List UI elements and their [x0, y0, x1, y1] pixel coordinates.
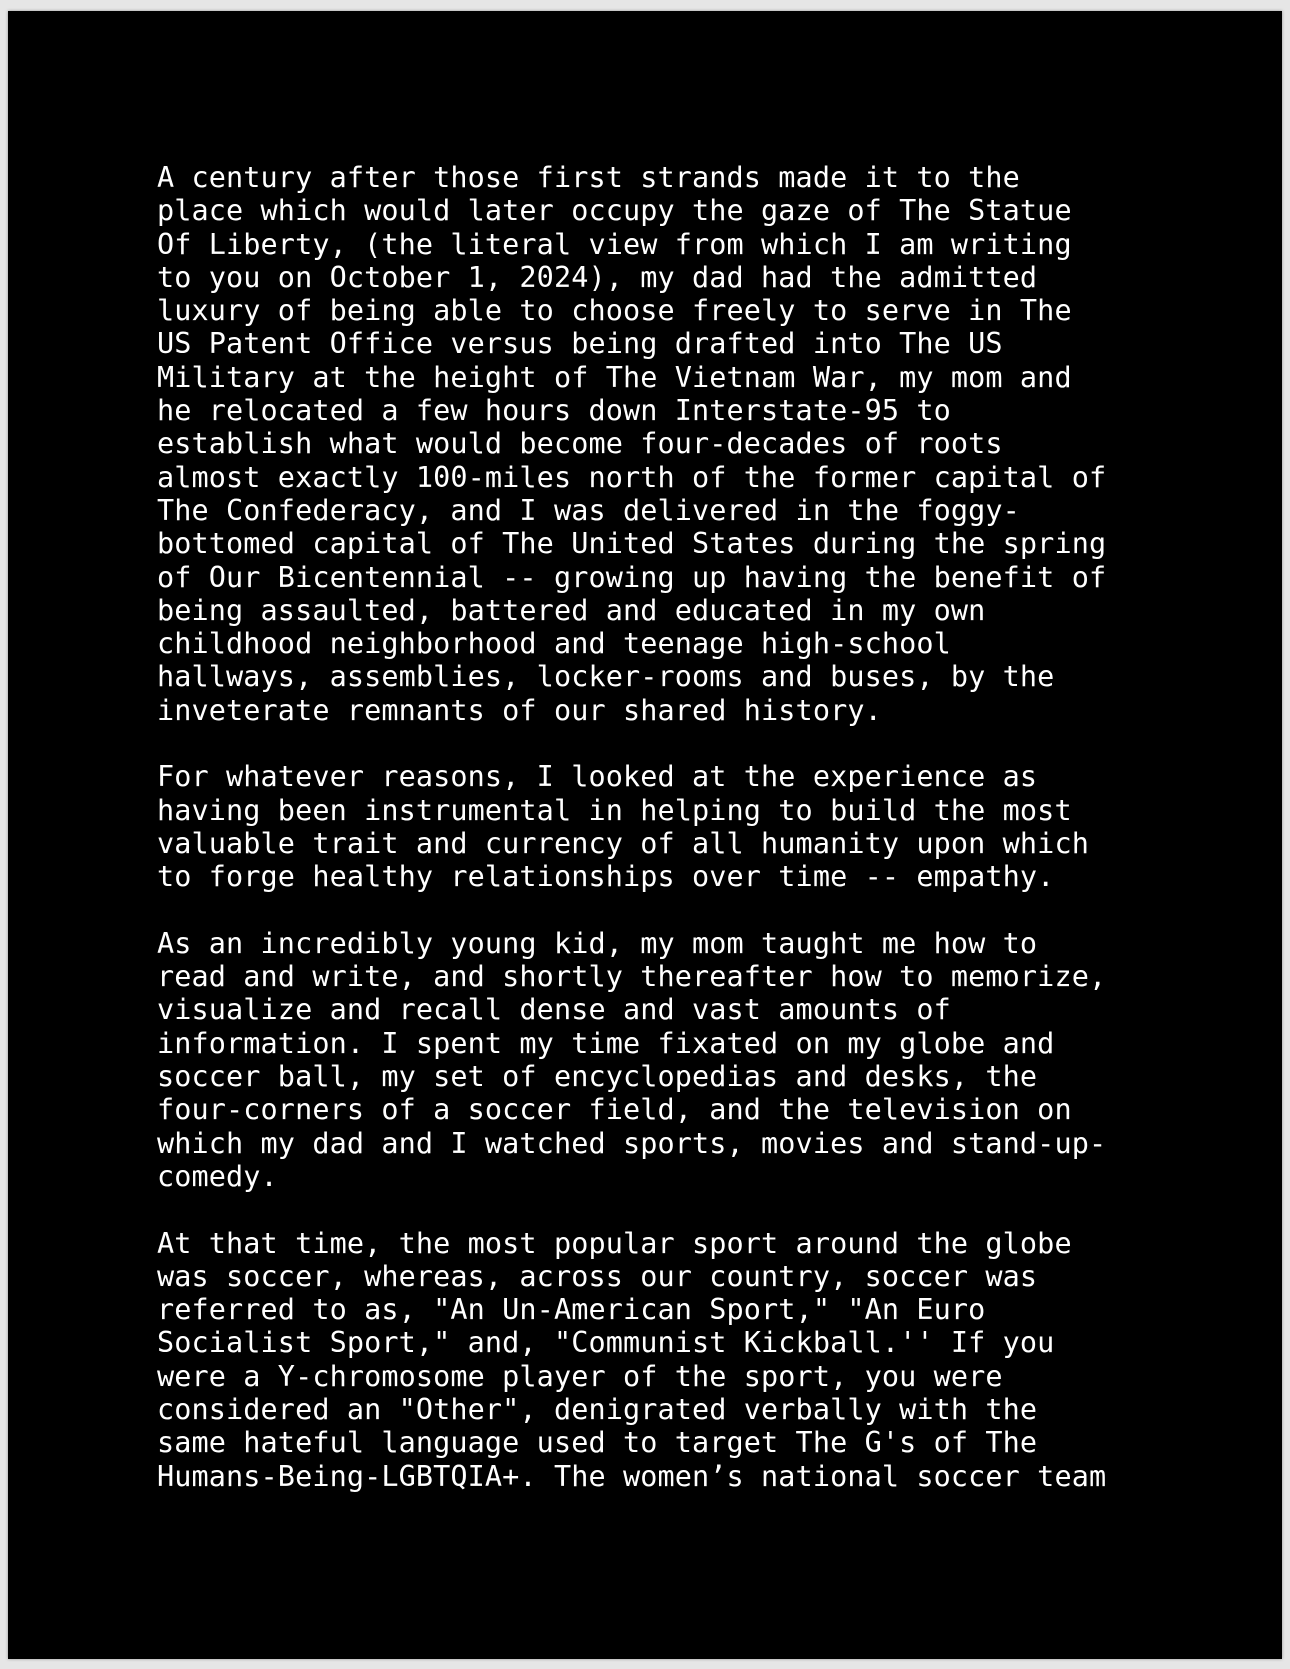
- text-line: which my dad and I watched sports, movies and stand-up-: [157, 1126, 1107, 1160]
- text-line: considered an "Other", denigrated verbally with the: [157, 1392, 1038, 1426]
- text-line: to you on October 1, 2024), my dad had the admitted: [157, 260, 1038, 294]
- text-line: establish what would become four-decades of roots: [157, 427, 1003, 461]
- paragraph-3: [157, 927, 1157, 1193]
- text-line: four-corners of a soccer field, and the television on: [157, 1093, 1072, 1127]
- text-line: At that time, the most popular sport around the globe: [157, 1226, 1072, 1260]
- text-line: soccer ball, my set of encyclopedias and desks, the: [157, 1060, 1038, 1094]
- paragraph-2: [157, 760, 1157, 893]
- paragraph-4: [157, 1227, 1157, 1493]
- text-line: to forge healthy relationships over time -- empathy.: [157, 860, 1055, 894]
- text-line: information. I spent my time fixated on my globe and: [157, 1026, 1055, 1060]
- text-line: Humans-Being-LGBTQIA+. The women’s national soccer team: [157, 1459, 1107, 1493]
- text-line: of Our Bicentennial -- growing up having the benefit of: [157, 560, 1107, 594]
- text-line: US Patent Office versus being drafted into The US: [157, 327, 1003, 361]
- text-line: luxury of being able to choose freely to serve in The: [157, 294, 1072, 328]
- text-line: were a Y-chromosome player of the sport, you were: [157, 1359, 1003, 1393]
- text-line: For whatever reasons, I looked at the experience as: [157, 760, 1038, 794]
- paragraph-1: [157, 161, 1157, 727]
- text-line: place which would later occupy the gaze of The Statue: [157, 194, 1072, 228]
- text-line: referred to as, "An Un-American Sport," "An Euro: [157, 1293, 986, 1327]
- text-line: Socialist Sport," and, "Communist Kickball.'' If you: [157, 1326, 1055, 1360]
- text-line: valuable trait and currency of all humanity upon which: [157, 826, 1089, 860]
- text-line: childhood neighborhood and teenage high-school: [157, 627, 951, 661]
- text-line: Of Liberty, (the literal view from which I am writing: [157, 227, 1072, 261]
- text-line: same hateful language used to target The G's of The: [157, 1426, 1038, 1460]
- text-line: read and write, and shortly thereafter how to memorize,: [157, 960, 1107, 994]
- text-line: almost exactly 100-miles north of the former capital of: [157, 460, 1107, 494]
- document-text: [157, 161, 1157, 1493]
- text-line: visualize and recall dense and vast amounts of: [157, 993, 951, 1027]
- text-line: As an incredibly young kid, my mom taught me how to: [157, 926, 1038, 960]
- text-line: inveterate remnants of our shared history.: [157, 693, 882, 727]
- text-line: having been instrumental in helping to build the most: [157, 793, 1072, 827]
- text-line: hallways, assemblies, locker-rooms and buses, by the: [157, 660, 1055, 694]
- text-line: was soccer, whereas, across our country, soccer was: [157, 1259, 1038, 1293]
- text-line: bottomed capital of The United States during the spring: [157, 527, 1107, 561]
- text-line: he relocated a few hours down Interstate-95 to: [157, 394, 951, 428]
- text-line: The Confederacy, and I was delivered in the foggy-: [157, 493, 1020, 527]
- text-line: A century after those first strands made it to the: [157, 161, 1020, 194]
- text-line: Military at the height of The Vietnam War, my mom and: [157, 360, 1072, 394]
- text-line: comedy.: [157, 1159, 278, 1193]
- text-line: being assaulted, battered and educated in my own: [157, 593, 986, 627]
- document-page: [8, 11, 1282, 1659]
